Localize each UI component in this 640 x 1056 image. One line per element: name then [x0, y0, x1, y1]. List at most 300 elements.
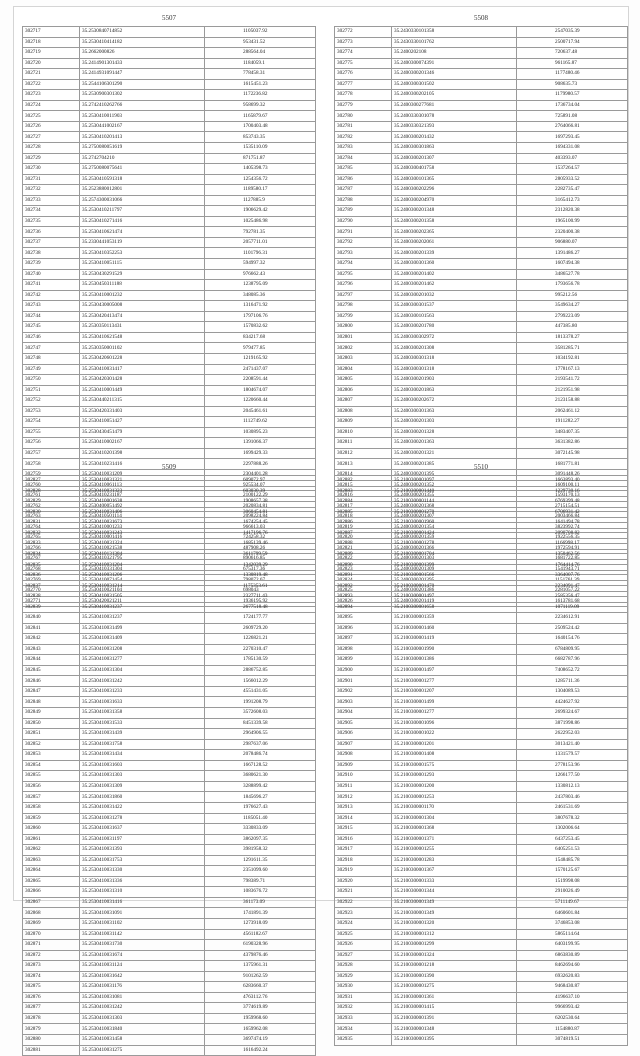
coordinate-code-cell: 35.2400300201386	[392, 585, 517, 596]
coordinate-code-cell: 35.2530410031081	[80, 992, 205, 1003]
page-panel-bottom-left	[22, 463, 316, 1056]
value-cell: 2327711.43	[205, 592, 316, 603]
value-cell: 1071119.09	[517, 602, 628, 613]
row-id-cell: 302828	[23, 486, 80, 497]
coordinate-code-cell: 35.2400202108	[392, 48, 517, 59]
table-row	[335, 332, 628, 343]
row-id-cell: 302927	[335, 950, 392, 961]
coordinate-code-cell: 35.2530410031422	[80, 802, 205, 813]
value-cell: 1166998.17	[517, 539, 628, 550]
coordinate-code-cell: 35.2530410031303	[80, 771, 205, 782]
table-row	[23, 280, 316, 291]
table-row	[23, 539, 316, 550]
value-cell: 1405398.73	[205, 164, 316, 175]
row-id-cell: 302733	[23, 195, 80, 206]
value-cell: 4561182.67	[205, 929, 316, 940]
value-cell: 3364007.76	[517, 570, 628, 581]
coordinate-code-cell: 35.2530410501114	[80, 512, 205, 523]
table-row	[23, 729, 316, 740]
coordinate-code-cell: 35.2530410331304	[80, 564, 205, 575]
value-cell: 1226821.21	[205, 634, 316, 645]
row-id-cell: 302811	[335, 438, 392, 449]
coordinate-code-cell: 35.2100300001367	[392, 866, 517, 877]
table-row	[23, 950, 316, 961]
row-id-cell: 302775	[335, 58, 392, 69]
row-id-cell: 302888	[335, 539, 392, 550]
row-id-cell: 302780	[335, 111, 392, 122]
value-cell: 1976627.43	[205, 802, 316, 813]
table-row	[335, 613, 628, 624]
coordinate-code-cell: 35.2100300001390	[392, 971, 517, 982]
value-cell: 792781.35	[205, 227, 316, 238]
table-row	[23, 1045, 316, 1056]
value-cell: 2910026.49	[517, 887, 628, 898]
row-id-cell: 302731	[23, 174, 80, 185]
table-row	[23, 185, 316, 196]
row-id-cell: 302760	[23, 480, 80, 491]
row-id-cell: 302758	[23, 459, 80, 470]
coordinate-code-cell: 35.2662000826	[80, 48, 205, 59]
table-row	[335, 486, 628, 497]
table-row	[335, 581, 628, 592]
value-cell: 6437253.45	[517, 834, 628, 845]
row-id-cell: 302789	[335, 206, 392, 217]
table-row	[23, 771, 316, 782]
table-row	[335, 971, 628, 982]
row-id-cell: 302834	[23, 549, 80, 560]
row-id-cell: 302776	[335, 69, 392, 80]
row-id-cell: 302737	[23, 237, 80, 248]
row-id-cell: 302891	[335, 570, 392, 581]
row-id-cell: 302909	[335, 760, 392, 771]
coordinate-code-cell: 35.2430330101358	[392, 27, 517, 38]
row-id-cell: 302895	[335, 613, 392, 624]
table-row	[335, 353, 628, 364]
row-id-cell: 302821	[335, 543, 392, 554]
row-id-cell: 302779	[335, 100, 392, 111]
table-row	[23, 676, 316, 687]
table-row	[23, 237, 316, 248]
table-row	[23, 343, 316, 354]
row-id-cell: 302810	[335, 427, 392, 438]
table-row	[335, 602, 628, 613]
coordinate-code-cell: 35.2400300201032	[392, 290, 517, 301]
row-id-cell: 302791	[335, 227, 392, 238]
value-cell: 1685139.46	[205, 539, 316, 550]
coordinate-code-cell: 35.2100300001278	[392, 539, 517, 550]
value-cell: 1127885.9	[205, 195, 316, 206]
table-row	[23, 259, 316, 270]
row-id-cell: 302741	[23, 280, 80, 291]
coordinate-code-cell: 35.2400300277681	[392, 100, 517, 111]
row-id-cell: 302777	[335, 79, 392, 90]
row-id-cell: 302903	[335, 697, 392, 708]
table-row	[23, 718, 316, 729]
row-id-cell: 302787	[335, 185, 392, 196]
value-cell: 1911282.27	[517, 417, 628, 428]
coordinate-code-cell: 35.2530410621474	[80, 227, 205, 238]
coordinate-code-cell: 35.2100300001299	[392, 940, 517, 951]
row-id-cell: 302902	[335, 686, 392, 697]
coordinate-code-cell: 35.2530410031102	[80, 918, 205, 929]
row-id-cell: 302766	[23, 543, 80, 554]
coordinate-code-cell: 35.2400300301537	[392, 301, 517, 312]
coordinate-code-cell: 35.2400300301318	[392, 364, 517, 375]
value-cell: 1034192.81	[517, 353, 628, 364]
row-id-cell: 302796	[335, 280, 392, 291]
value-cell: 2622952.03	[517, 729, 628, 740]
row-id-cell: 302799	[335, 311, 392, 322]
row-id-cell: 302896	[335, 623, 392, 634]
table-row	[335, 507, 628, 518]
table-row	[335, 27, 628, 38]
value-cell: 8451339.58	[205, 718, 316, 729]
value-cell: 2090708.82	[517, 528, 628, 539]
value-cell: 1697293.45	[517, 132, 628, 143]
table-row	[23, 750, 316, 761]
value-cell: 1304089.53	[517, 686, 628, 697]
table-row	[335, 364, 628, 375]
table-row	[23, 248, 316, 259]
table-row	[23, 581, 316, 592]
table-row	[23, 206, 316, 217]
row-id-cell: 302783	[335, 143, 392, 154]
value-cell: 1175353.61	[205, 581, 316, 592]
row-id-cell: 302921	[335, 887, 392, 898]
coordinate-code-cell: 35.2530410031142	[80, 929, 205, 940]
table-row	[23, 982, 316, 993]
row-id-cell: 302718	[23, 37, 80, 48]
value-cell: 1537264.57	[517, 164, 628, 175]
value-cell: 1189580.17	[205, 185, 316, 196]
row-id-cell: 302794	[335, 259, 392, 270]
coordinate-code-cell: 35.2530410031860	[80, 792, 205, 803]
coordinate-code-cell: 35.2400300204970	[392, 195, 517, 206]
row-id-cell: 302850	[23, 718, 80, 729]
coordinate-code-cell: 35.2530410031124	[80, 961, 205, 972]
row-id-cell: 302812	[335, 448, 392, 459]
coordinate-code-cell: 35.2100300001344	[392, 887, 517, 898]
coordinate-code-cell: 35.2100300001349	[392, 908, 517, 919]
table-row	[335, 623, 628, 634]
coordinate-code-cell: 35.2530410131384	[80, 549, 205, 560]
row-id-cell: 302788	[335, 195, 392, 206]
coordinate-code-cell: 35.2100300001990	[392, 644, 517, 655]
coordinate-code-cell: 35.2530410031730	[80, 940, 205, 951]
coordinate-code-cell: 35.2100300001348	[392, 1024, 517, 1035]
row-id-cell: 302898	[335, 644, 392, 655]
row-id-cell: 302870	[23, 929, 80, 940]
value-cell: 1793656.78	[517, 280, 628, 291]
coordinate-code-cell: 35.2100300001497	[392, 592, 517, 603]
table-row	[335, 771, 628, 782]
value-cell: 1219165.92	[205, 353, 316, 364]
row-id-cell: 302935	[335, 1034, 392, 1045]
row-id-cell: 302726	[23, 121, 80, 132]
row-id-cell: 302933	[335, 1013, 392, 1024]
coordinate-code-cell: 35.2400300202672	[392, 396, 517, 407]
row-id-cell: 302800	[335, 322, 392, 333]
value-cell: 1845696.27	[205, 792, 316, 803]
row-id-cell: 302773	[335, 37, 392, 48]
coordinate-code-cell: 35.2530410051427	[80, 417, 205, 428]
coordinate-code-cell: 35.2400300201780	[392, 322, 517, 333]
table-row	[23, 79, 316, 90]
value-cell: 1667128.52	[205, 760, 316, 771]
table-row	[335, 644, 628, 655]
row-id-cell: 302727	[23, 132, 80, 143]
table-row	[335, 476, 628, 487]
page-number: 5508	[474, 14, 488, 22]
coordinate-code-cell: 35.2530410031304	[80, 665, 205, 676]
coordinate-code-cell: 35.2400300201303	[392, 554, 517, 565]
row-id-cell: 302934	[335, 1024, 392, 1035]
row-id-cell: 302889	[335, 549, 392, 560]
row-id-cell: 302739	[23, 259, 80, 270]
coordinate-code-cell: 35.2742410262766	[80, 100, 205, 111]
coordinate-code-cell: 35.2750080075641	[80, 164, 205, 175]
coordinate-code-cell: 35.2400300301363	[392, 406, 517, 417]
coordinate-code-cell: 35.2530410031204	[80, 560, 205, 571]
row-id-cell: 302892	[335, 581, 392, 592]
table-row	[335, 992, 628, 1003]
table-row	[335, 153, 628, 164]
value-cell: 2320400.38	[517, 227, 628, 238]
coordinate-code-cell: 35.2100300001408	[392, 750, 517, 761]
value-cell: 2778153.96	[517, 760, 628, 771]
coordinate-code-cell: 35.2100300001283	[392, 855, 517, 866]
row-id-cell: 302838	[23, 592, 80, 603]
table-row	[23, 269, 316, 280]
coordinate-code-cell: 35.2530410001416	[80, 533, 205, 544]
coordinate-code-cell: 35.2530410021104	[80, 585, 205, 596]
table-row	[23, 311, 316, 322]
coordinate-code-cell: 35.2100300001097	[392, 476, 517, 487]
value-cell: 6202530.64	[517, 1013, 628, 1024]
table-row	[23, 824, 316, 835]
value-cell: 1220660.44	[205, 396, 316, 407]
coordinate-code-cell: 35.2100300001704	[392, 549, 517, 560]
table-row	[335, 718, 628, 729]
value-cell: 1991208.79	[205, 697, 316, 708]
value-cell: 1302006.64	[517, 824, 628, 835]
table-row	[23, 940, 316, 951]
value-cell: 3072145.98	[517, 448, 628, 459]
table-row	[335, 929, 628, 940]
row-id-cell: 302768	[23, 564, 80, 575]
coordinate-code-cell: 35.2430330101762	[392, 37, 517, 48]
coordinate-code-cell: 35.2530410031214	[80, 581, 205, 592]
value-cell: 2098224.84	[205, 512, 316, 523]
row-id-cell: 302820	[335, 533, 392, 544]
value-cell: 1613781.68	[517, 596, 628, 607]
table-row	[335, 781, 628, 792]
table-row	[23, 438, 316, 449]
table-row	[23, 385, 316, 396]
value-cell: 1266177.50	[517, 771, 628, 782]
row-id-cell: 302859	[23, 813, 80, 824]
table-row	[335, 237, 628, 248]
table-row	[23, 290, 316, 301]
row-id-cell: 302767	[23, 554, 80, 565]
coordinate-code-cell: 35.2100300001419	[392, 634, 517, 645]
row-id-cell: 302790	[335, 216, 392, 227]
coordinate-code-cell: 35.2530410031242	[80, 676, 205, 687]
value-cell: 6706931.42	[517, 507, 628, 518]
row-id-cell: 302908	[335, 750, 392, 761]
table-row	[23, 760, 316, 771]
coordinate-code-cell: 35.2414901301433	[80, 58, 205, 69]
value-cell: 9966993.42	[517, 1003, 628, 1014]
table-row	[335, 385, 628, 396]
row-id-cell: 302862	[23, 845, 80, 856]
row-id-cell: 302872	[23, 950, 80, 961]
row-id-cell: 302761	[23, 491, 80, 502]
row-id-cell: 302928	[335, 961, 392, 972]
row-id-cell: 302893	[335, 592, 392, 603]
row-id-cell: 302835	[23, 560, 80, 571]
row-id-cell: 302925	[335, 929, 392, 940]
value-cell: 1785130.59	[205, 655, 316, 666]
value-cell: 3774619.89	[205, 1003, 316, 1014]
row-id-cell: 302724	[23, 100, 80, 111]
coordinate-code-cell: 35.2400300201328	[392, 427, 517, 438]
value-cell: 2270310.47	[205, 644, 316, 655]
value-cell: 1566012.29	[205, 676, 316, 687]
coordinate-code-cell: 35.2530410011903	[80, 111, 205, 122]
table-row	[23, 486, 316, 497]
value-cell: 2234612.91	[517, 613, 628, 624]
coordinate-code-cell: 35.2574300031066	[80, 195, 205, 206]
row-id-cell: 302765	[23, 533, 80, 544]
coordinate-code-cell: 35.2400300201321	[392, 448, 517, 459]
row-id-cell: 302730	[23, 164, 80, 175]
table-row	[23, 27, 316, 38]
table-row	[335, 528, 628, 539]
row-id-cell: 302764	[23, 522, 80, 533]
row-id-cell: 302882	[335, 476, 392, 487]
row-id-cell: 302886	[335, 518, 392, 529]
table-row	[23, 476, 316, 487]
row-id-cell: 302786	[335, 174, 392, 185]
table-row	[23, 549, 316, 560]
value-cell: 1616492.24	[205, 1045, 316, 1056]
value-cell: 906880.07	[517, 237, 628, 248]
row-id-cell: 302867	[23, 897, 80, 908]
value-cell: 2281057.22	[517, 585, 628, 596]
row-id-cell: 302769	[23, 575, 80, 586]
table-row	[335, 448, 628, 459]
coordinate-code-cell: 35.2400300201363	[392, 438, 517, 449]
coordinate-code-cell: 35.2100300001304	[392, 813, 517, 824]
table-row	[23, 132, 316, 143]
value-cell: 2799223.09	[517, 311, 628, 322]
coordinate-code-cell: 35.2100300001255	[392, 845, 517, 856]
value-cell: 1030895.23	[205, 427, 316, 438]
row-id-cell: 302885	[335, 507, 392, 518]
value-cell: 6932620.83	[517, 971, 628, 982]
coordinate-code-cell: 35.2400300301502	[392, 79, 517, 90]
coordinate-code-cell: 35.2100300001170	[392, 802, 517, 813]
value-cell: 1535110.09	[205, 143, 316, 154]
coordinate-code-cell: 35.2530840714852	[80, 27, 205, 38]
coordinate-code-cell: 35.2400330301078	[392, 111, 517, 122]
table-row	[335, 195, 628, 206]
coordinate-code-cell: 35.2100300001096	[392, 718, 517, 729]
table-row	[335, 1034, 628, 1045]
table-row	[23, 592, 316, 603]
value-cell: 3060454.81	[205, 507, 316, 518]
row-id-cell: 302883	[335, 486, 392, 497]
coordinate-code-cell: 35.2100300001312	[392, 929, 517, 940]
coordinate-code-cell: 35.2530410031840	[80, 1024, 205, 1035]
coordinate-code-cell: 35.2400300201395	[392, 469, 517, 480]
value-cell: 2886752.85	[205, 665, 316, 676]
table-row	[335, 697, 628, 708]
row-id-cell: 302932	[335, 1003, 392, 1014]
row-id-cell: 302785	[335, 164, 392, 175]
table-row	[335, 802, 628, 813]
value-cell: 1105037.92	[205, 27, 316, 38]
row-id-cell: 302866	[23, 887, 80, 898]
row-id-cell: 302832	[23, 528, 80, 539]
value-cell: 2715154.51	[517, 501, 628, 512]
coordinate-code-cell: 35.2400300201354	[392, 522, 517, 533]
coordinate-code-cell: 35.2544106301290	[80, 79, 205, 90]
coordinate-code-cell: 35.2530410201413	[80, 132, 205, 143]
value-cell: 2020834.81	[205, 501, 316, 512]
table-row	[335, 592, 628, 603]
page-number: 5507	[162, 14, 176, 22]
value-cell: 890616.85	[205, 554, 316, 565]
value-cell: 2500717.94	[517, 37, 628, 48]
coordinate-code-cell: 35.2330441053119	[80, 237, 205, 248]
coordinate-code-cell: 35.2530410271416	[80, 216, 205, 227]
row-id-cell: 302854	[23, 760, 80, 771]
row-id-cell: 302841	[23, 623, 80, 634]
table-row	[23, 792, 316, 803]
row-id-cell: 302833	[23, 539, 80, 550]
value-cell: 1179980.57	[517, 90, 628, 101]
table-row	[335, 961, 628, 972]
table-row	[335, 48, 628, 59]
row-id-cell: 302763	[23, 512, 80, 523]
value-cell: 1674254.45	[205, 518, 316, 529]
row-id-cell: 302863	[23, 855, 80, 866]
row-id-cell: 302735	[23, 216, 80, 227]
table-row	[335, 121, 628, 132]
row-id-cell: 302749	[23, 364, 80, 375]
row-id-cell: 302774	[335, 48, 392, 59]
coordinate-code-cell: 35.2400300401758	[392, 164, 517, 175]
table-row	[23, 602, 316, 613]
row-id-cell: 302725	[23, 111, 80, 122]
row-id-cell: 302912	[335, 792, 392, 803]
value-cell: 976662.43	[205, 269, 316, 280]
value-cell: 798389.71	[205, 876, 316, 887]
coordinate-code-cell: 35.2100300001201	[392, 739, 517, 750]
table-row	[23, 1003, 316, 1014]
table-row	[335, 248, 628, 259]
coordinate-code-cell: 35.2530410031091	[80, 908, 205, 919]
table-row	[335, 750, 628, 761]
value-cell: 3981958.32	[205, 845, 316, 856]
coordinate-code-cell: 35.2400300201359	[392, 533, 517, 544]
coordinate-code-cell: 35.2400300201863	[392, 385, 517, 396]
row-id-cell: 302840	[23, 613, 80, 624]
coordinate-code-cell: 35.2400300201385	[392, 459, 517, 470]
table-row	[335, 343, 628, 354]
